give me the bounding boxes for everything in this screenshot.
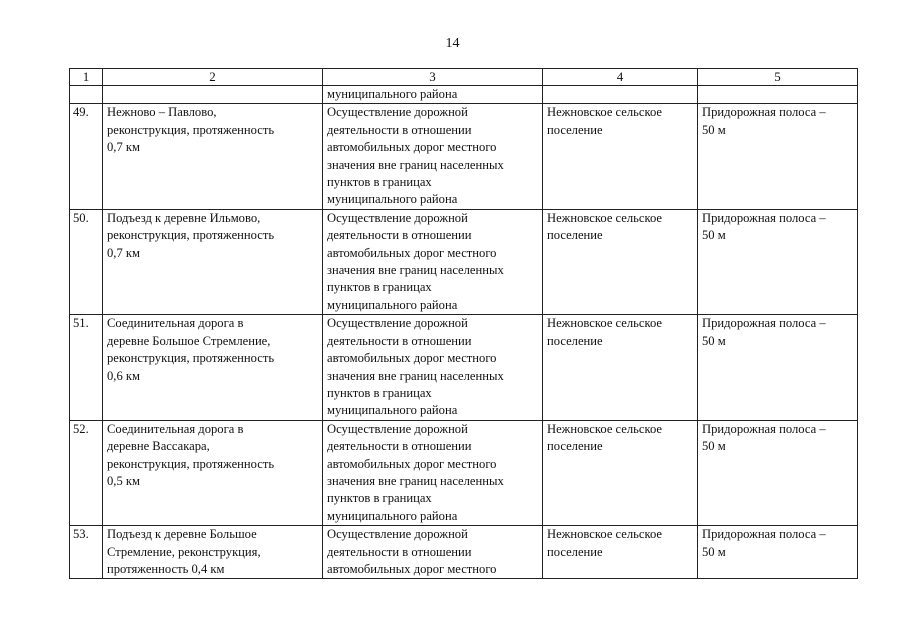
column-header: 4 — [543, 69, 698, 86]
object-cell: Подъезд к деревне Большое Стремление, реконструкция, протяженность 0,4 км — [103, 526, 323, 579]
row-number: 52. — [70, 420, 103, 525]
column-header: 2 — [103, 69, 323, 86]
purpose-cell: Осуществление дорожной деятельности в отношении автомобильных дорог местного значения вне границ населенных пунктов в границах муниципального района — [323, 420, 543, 525]
location-cell: Нежновское сельское поселение — [543, 209, 698, 314]
row-number: 49. — [70, 104, 103, 209]
object-cell: Соединительная дорога в деревне Вассакара, реконструкция, протяженность 0,5 км — [103, 420, 323, 525]
zone-cell: Придорожная полоса – 50 м — [698, 315, 858, 420]
location-cell — [543, 86, 698, 104]
purpose-cell: Осуществление дорожной деятельности в отношении автомобильных дорог местного значения вне границ населенных пунктов в границах муниципального района — [323, 315, 543, 420]
table-row — [70, 315, 858, 420]
row-number: 51. — [70, 315, 103, 420]
table-row — [70, 526, 858, 579]
page-number: 14 — [445, 36, 460, 51]
purpose-cell: Осуществление дорожной деятельности в отношении автомобильных дорог местного — [323, 526, 543, 579]
table-header-row — [70, 69, 858, 86]
table-row — [70, 420, 858, 525]
planning-table — [69, 68, 858, 579]
table-row-continuation — [70, 86, 858, 104]
zone-cell — [698, 86, 858, 104]
zone-cell: Придорожная полоса – 50 м — [698, 526, 858, 579]
column-header: 3 — [323, 69, 543, 86]
object-cell: Подъезд к деревне Ильмово, реконструкция, протяженность 0,7 км — [103, 209, 323, 314]
row-number: 53. — [70, 526, 103, 579]
column-header: 1 — [70, 69, 103, 86]
column-header: 5 — [698, 69, 858, 86]
object-cell: Соединительная дорога в деревне Большое Стремление, реконструкция, протяженность 0,6 км — [103, 315, 323, 420]
zone-cell: Придорожная полоса – 50 м — [698, 209, 858, 314]
zone-cell: Придорожная полоса – 50 м — [698, 104, 858, 209]
table-row — [70, 104, 858, 209]
row-number — [70, 86, 103, 104]
purpose-cell: муниципального района — [323, 86, 543, 104]
location-cell: Нежновское сельское поселение — [543, 420, 698, 525]
location-cell: Нежновское сельское поселение — [543, 526, 698, 579]
purpose-cell: Осуществление дорожной деятельности в отношении автомобильных дорог местного значения вне границ населенных пунктов в границах муниципального района — [323, 104, 543, 209]
purpose-cell: Осуществление дорожной деятельности в отношении автомобильных дорог местного значения вне границ населенных пунктов в границах муниципального района — [323, 209, 543, 314]
location-cell: Нежновское сельское поселение — [543, 104, 698, 209]
table-row — [70, 209, 858, 314]
location-cell: Нежновское сельское поселение — [543, 315, 698, 420]
object-cell: Нежново – Павлово, реконструкция, протяженность 0,7 км — [103, 104, 323, 209]
object-cell — [103, 86, 323, 104]
row-number: 50. — [70, 209, 103, 314]
zone-cell: Придорожная полоса – 50 м — [698, 420, 858, 525]
